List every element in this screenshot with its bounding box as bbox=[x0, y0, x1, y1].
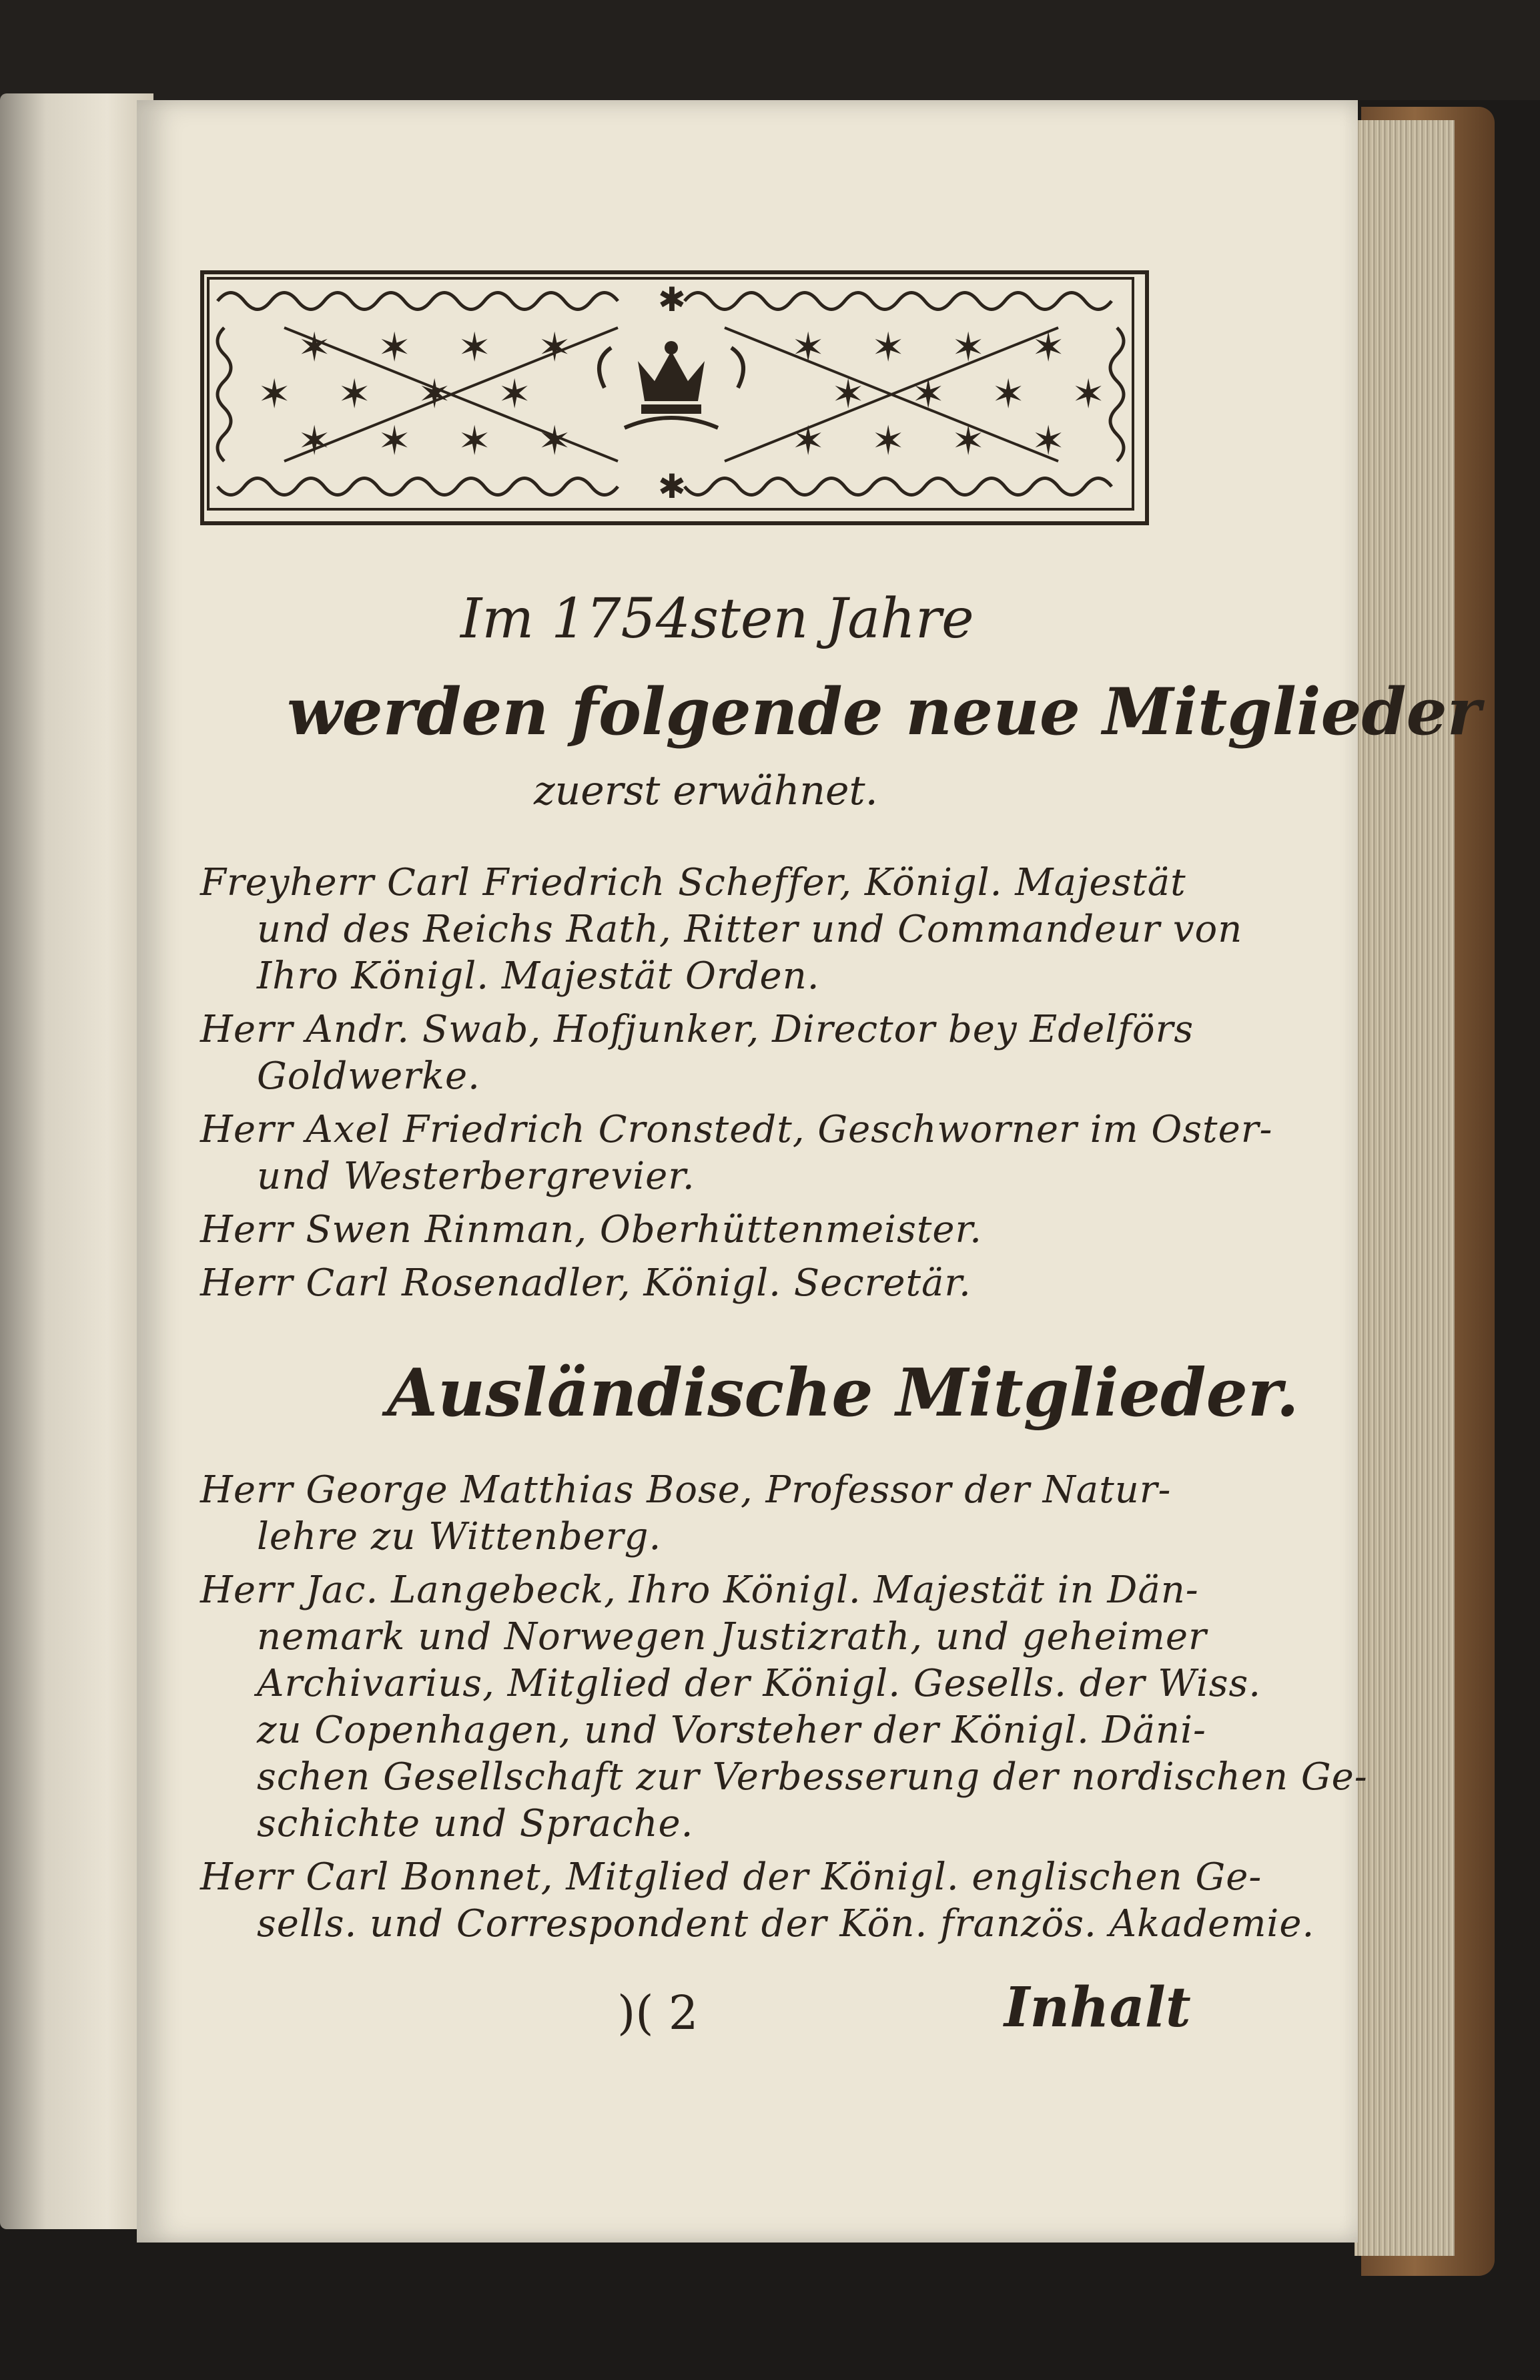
member-line: Goldwerke. bbox=[257, 1055, 480, 1098]
svg-text:✶: ✶ bbox=[298, 324, 332, 371]
svg-text:✶: ✶ bbox=[538, 324, 572, 371]
heading-line-3: zuerst erwähnet. bbox=[534, 768, 878, 814]
svg-text:✶: ✶ bbox=[1072, 371, 1106, 418]
member-line: und Westerbergrevier. bbox=[257, 1155, 695, 1198]
foreign-member-line: sells. und Correspondent der Kön. französ. Akademie. bbox=[257, 1902, 1315, 1946]
svg-text:✶: ✶ bbox=[538, 418, 572, 465]
svg-text:✶: ✶ bbox=[791, 324, 825, 371]
member-line: und des Reichs Rath, Ritter und Commandeur von bbox=[257, 908, 1243, 951]
svg-text:✶: ✶ bbox=[871, 418, 905, 465]
foreign-member-line: lehre zu Wittenberg. bbox=[257, 1515, 662, 1558]
member-line: Herr Axel Friedrich Cronstedt, Geschworner im Oster- bbox=[200, 1108, 1273, 1151]
svg-text:✶: ✶ bbox=[831, 371, 865, 418]
heading-line-1: Im 1754sten Jahre bbox=[460, 587, 974, 651]
foreign-member-line: Herr Jac. Langebeck, Ihro Königl. Majestät in Dän- bbox=[200, 1568, 1199, 1612]
svg-text:✶: ✶ bbox=[1032, 418, 1066, 465]
foreign-members-title: Ausländische Mitglieder. bbox=[387, 1355, 1299, 1432]
svg-text:✱: ✱ bbox=[658, 280, 686, 319]
signature-mark: )( 2 bbox=[617, 1986, 699, 2040]
svg-text:✶: ✶ bbox=[338, 371, 372, 418]
svg-text:✱: ✱ bbox=[658, 467, 686, 506]
foreign-member-line: Herr Carl Bonnet, Mitglied der Königl. englischen Ge- bbox=[200, 1855, 1262, 1899]
member-line: Herr Swen Rinman, Oberhüttenmeister. bbox=[200, 1208, 982, 1251]
svg-text:✶: ✶ bbox=[951, 324, 986, 371]
svg-text:✶: ✶ bbox=[378, 324, 412, 371]
svg-text:✶: ✶ bbox=[458, 324, 492, 371]
foreign-member-line: schen Gesellschaft zur Verbesserung der nordischen Ge- bbox=[257, 1755, 1368, 1799]
svg-text:✶: ✶ bbox=[378, 418, 412, 465]
member-line: Herr Andr. Swab, Hofjunker, Director bey Edelförs bbox=[200, 1008, 1194, 1051]
heading-line-2: werden folgende neue Mitglieder bbox=[287, 674, 1481, 750]
member-line: Herr Carl Rosenadler, Königl. Secretär. bbox=[200, 1261, 972, 1305]
svg-text:✶: ✶ bbox=[1032, 324, 1066, 371]
svg-text:✶: ✶ bbox=[992, 371, 1026, 418]
svg-text:✶: ✶ bbox=[298, 418, 332, 465]
svg-text:✶: ✶ bbox=[418, 371, 452, 418]
member-line: Ihro Königl. Majestät Orden. bbox=[257, 954, 820, 998]
svg-text:✶: ✶ bbox=[458, 418, 492, 465]
svg-text:✶: ✶ bbox=[951, 418, 986, 465]
svg-text:✶: ✶ bbox=[258, 371, 292, 418]
member-line: Freyherr Carl Friedrich Scheffer, Königl. Majestät bbox=[200, 861, 1186, 904]
foreign-member-line: zu Copenhagen, und Vorsteher der Königl. Däni- bbox=[257, 1709, 1206, 1752]
svg-text:✶: ✶ bbox=[791, 418, 825, 465]
svg-text:✶: ✶ bbox=[871, 324, 905, 371]
foreign-member-line: nemark und Norwegen Justizrath, und geheimer bbox=[257, 1615, 1207, 1659]
catchword: Inhalt bbox=[1004, 1976, 1191, 2040]
svg-text:✶: ✶ bbox=[498, 371, 532, 418]
foreign-member-line: Archivarius, Mitglied der Königl. Gesells. der Wiss. bbox=[257, 1662, 1262, 1705]
svg-text:✶: ✶ bbox=[911, 371, 945, 418]
foreign-member-line: schichte und Sprache. bbox=[257, 1802, 694, 1845]
foreign-member-line: Herr George Matthias Bose, Professor der Natur- bbox=[200, 1468, 1172, 1512]
